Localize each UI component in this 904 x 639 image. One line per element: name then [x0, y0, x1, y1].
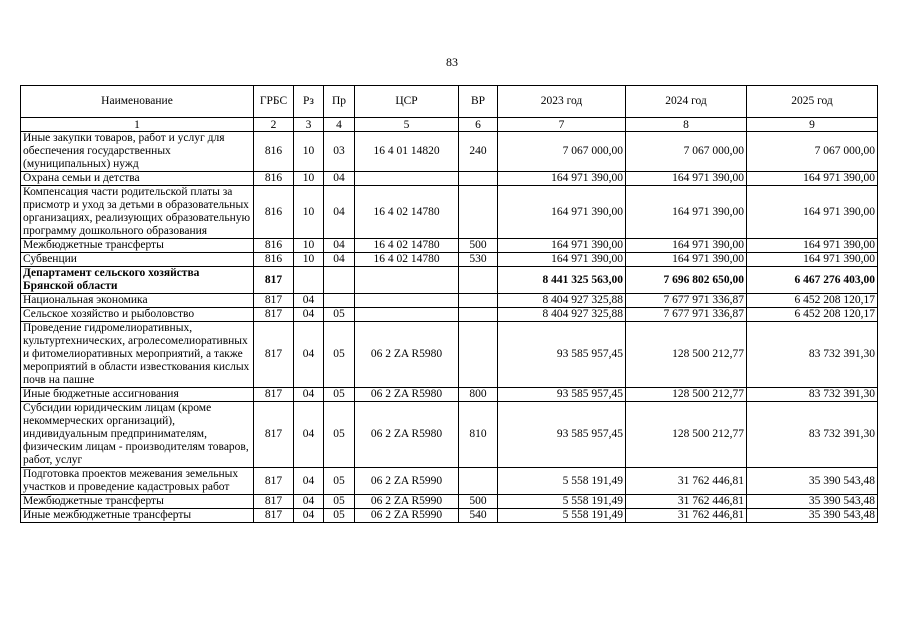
cell-csr [355, 294, 459, 308]
header-row [21, 86, 878, 118]
cell-2024: 164 971 390,00 [626, 239, 747, 253]
cell-grbs: 816 [254, 132, 294, 172]
header-vr: ВР [459, 86, 498, 118]
header-2025: 2025 год [747, 86, 878, 118]
cell-pr: 05 [324, 322, 355, 388]
cell-2025: 164 971 390,00 [747, 253, 878, 267]
cell-pr: 03 [324, 132, 355, 172]
cell-2023: 5 558 191,49 [498, 509, 626, 523]
cell-csr: 16 4 02 14780 [355, 253, 459, 267]
cell-csr: 16 4 01 14820 [355, 132, 459, 172]
cell-rz: 10 [294, 172, 324, 186]
cell-vr [459, 468, 498, 495]
cell-2024: 7 677 971 336,87 [626, 294, 747, 308]
cell-2023: 164 971 390,00 [498, 239, 626, 253]
cell-grbs: 817 [254, 509, 294, 523]
cell-vr [459, 294, 498, 308]
page-number: 83 [446, 55, 458, 69]
cell-2023: 93 585 957,45 [498, 402, 626, 468]
cell-rz: 04 [294, 388, 324, 402]
table-row [21, 294, 878, 308]
cell-vr: 800 [459, 388, 498, 402]
cell-2023: 5 558 191,49 [498, 468, 626, 495]
cell-grbs: 817 [254, 468, 294, 495]
cell-csr: 06 2 ZA R5980 [355, 322, 459, 388]
cell-2024: 128 500 212,77 [626, 402, 747, 468]
cell-pr: 05 [324, 388, 355, 402]
cell-name: Межбюджетные трансферты [21, 495, 254, 509]
cell-name: Проведение гидромелиоративных, культуртехнических, агролесомелиоративных и фитомелиоративных мероприятий, а также мероприятий в области известкования кислых почв на пашне [21, 322, 254, 388]
cell-name: Иные межбюджетные трансферты [21, 509, 254, 523]
cell-pr: 05 [324, 308, 355, 322]
cell-vr [459, 172, 498, 186]
cell-pr: 04 [324, 186, 355, 239]
cell-vr: 540 [459, 509, 498, 523]
cell-grbs: 816 [254, 172, 294, 186]
table-row [21, 186, 878, 239]
header-name: Наименование [21, 86, 254, 118]
cell-name: Сельское хозяйство и рыболовство [21, 308, 254, 322]
cell-name: Субсидии юридическим лицам (кроме некоммерческих организаций), индивидуальным предпринимателям, физическим лицам - производителям товаров, работ, услуг [21, 402, 254, 468]
cell-rz [294, 267, 324, 294]
cell-2024: 7 696 802 650,00 [626, 267, 747, 294]
cell-csr: 06 2 ZA R5990 [355, 509, 459, 523]
cell-grbs: 817 [254, 388, 294, 402]
cell-grbs: 817 [254, 402, 294, 468]
cell-csr: 16 4 02 14780 [355, 239, 459, 253]
cell-rz: 04 [294, 495, 324, 509]
cell-name: Субвенции [21, 253, 254, 267]
table-row [21, 308, 878, 322]
cell-rz: 04 [294, 308, 324, 322]
cell-grbs: 816 [254, 239, 294, 253]
cell-2024: 128 500 212,77 [626, 388, 747, 402]
cell-name: Подготовка проектов межевания земельных участков и проведение кадастровых работ [21, 468, 254, 495]
table-row [21, 172, 878, 186]
table-body [21, 132, 878, 523]
cell-csr: 06 2 ZA R5990 [355, 495, 459, 509]
column-number-row [21, 118, 878, 132]
cell-2025: 35 390 543,48 [747, 509, 878, 523]
cell-pr [324, 267, 355, 294]
cell-2025: 35 390 543,48 [747, 468, 878, 495]
cell-vr: 500 [459, 239, 498, 253]
table-row [21, 132, 878, 172]
cell-vr [459, 308, 498, 322]
column-number: 7 [498, 118, 626, 132]
cell-grbs: 816 [254, 253, 294, 267]
cell-2024: 31 762 446,81 [626, 509, 747, 523]
column-number: 5 [355, 118, 459, 132]
cell-rz: 10 [294, 186, 324, 239]
cell-pr: 05 [324, 495, 355, 509]
column-number: 2 [254, 118, 294, 132]
cell-name: Иные закупки товаров, работ и услуг для обеспечения государственных (муниципальных) нужд [21, 132, 254, 172]
cell-2023: 5 558 191,49 [498, 495, 626, 509]
cell-pr: 05 [324, 468, 355, 495]
cell-csr: 06 2 ZA R5980 [355, 402, 459, 468]
cell-grbs: 817 [254, 308, 294, 322]
cell-csr: 16 4 02 14780 [355, 186, 459, 239]
cell-vr [459, 186, 498, 239]
cell-pr: 04 [324, 253, 355, 267]
cell-2025: 7 067 000,00 [747, 132, 878, 172]
cell-2025: 83 732 391,30 [747, 402, 878, 468]
cell-grbs: 817 [254, 294, 294, 308]
column-number: 3 [294, 118, 324, 132]
cell-vr: 240 [459, 132, 498, 172]
cell-2024: 7 067 000,00 [626, 132, 747, 172]
cell-csr: 06 2 ZA R5990 [355, 468, 459, 495]
cell-vr: 810 [459, 402, 498, 468]
cell-csr [355, 308, 459, 322]
table-row [21, 468, 878, 495]
cell-2023: 93 585 957,45 [498, 322, 626, 388]
cell-2024: 128 500 212,77 [626, 322, 747, 388]
table-row [21, 267, 878, 294]
cell-2025: 164 971 390,00 [747, 186, 878, 239]
cell-2024: 164 971 390,00 [626, 186, 747, 239]
header-pr: Пр [324, 86, 355, 118]
cell-vr: 530 [459, 253, 498, 267]
cell-pr: 05 [324, 509, 355, 523]
cell-grbs: 817 [254, 495, 294, 509]
header-grbs: ГРБС [254, 86, 294, 118]
cell-rz: 10 [294, 239, 324, 253]
cell-name: Департамент сельского хозяйства Брянской области [21, 267, 254, 294]
column-number: 8 [626, 118, 747, 132]
cell-rz: 04 [294, 509, 324, 523]
table-row [21, 322, 878, 388]
cell-2023: 7 067 000,00 [498, 132, 626, 172]
cell-pr: 05 [324, 402, 355, 468]
cell-grbs: 816 [254, 186, 294, 239]
cell-2025: 164 971 390,00 [747, 239, 878, 253]
cell-rz: 04 [294, 322, 324, 388]
column-number: 9 [747, 118, 878, 132]
column-number: 4 [324, 118, 355, 132]
cell-vr: 500 [459, 495, 498, 509]
header-2023: 2023 год [498, 86, 626, 118]
table-row [21, 253, 878, 267]
cell-pr: 04 [324, 172, 355, 186]
cell-2025: 35 390 543,48 [747, 495, 878, 509]
cell-2024: 164 971 390,00 [626, 172, 747, 186]
cell-2023: 164 971 390,00 [498, 186, 626, 239]
cell-csr [355, 172, 459, 186]
cell-2024: 164 971 390,00 [626, 253, 747, 267]
cell-rz: 10 [294, 132, 324, 172]
budget-table [20, 85, 878, 523]
cell-vr [459, 322, 498, 388]
cell-2023: 93 585 957,45 [498, 388, 626, 402]
cell-2024: 31 762 446,81 [626, 495, 747, 509]
cell-2023: 8 404 927 325,88 [498, 294, 626, 308]
cell-rz: 04 [294, 402, 324, 468]
cell-2024: 31 762 446,81 [626, 468, 747, 495]
cell-csr: 06 2 ZA R5980 [355, 388, 459, 402]
cell-pr: 04 [324, 239, 355, 253]
cell-2024: 7 677 971 336,87 [626, 308, 747, 322]
header-csr: ЦСР [355, 86, 459, 118]
header-2024: 2024 год [626, 86, 747, 118]
cell-2023: 8 404 927 325,88 [498, 308, 626, 322]
table-row [21, 388, 878, 402]
cell-2023: 8 441 325 563,00 [498, 267, 626, 294]
cell-name: Иные бюджетные ассигнования [21, 388, 254, 402]
header-rz: Рз [294, 86, 324, 118]
cell-rz: 10 [294, 253, 324, 267]
cell-2025: 6 452 208 120,17 [747, 308, 878, 322]
cell-2023: 164 971 390,00 [498, 253, 626, 267]
column-number: 6 [459, 118, 498, 132]
table-row [21, 509, 878, 523]
cell-2025: 6 467 276 403,00 [747, 267, 878, 294]
table-row [21, 239, 878, 253]
cell-name: Национальная экономика [21, 294, 254, 308]
table-row [21, 495, 878, 509]
cell-2025: 83 732 391,30 [747, 322, 878, 388]
cell-2023: 164 971 390,00 [498, 172, 626, 186]
cell-grbs: 817 [254, 267, 294, 294]
cell-2025: 6 452 208 120,17 [747, 294, 878, 308]
table-row [21, 402, 878, 468]
cell-grbs: 817 [254, 322, 294, 388]
cell-vr [459, 267, 498, 294]
column-number: 1 [21, 118, 254, 132]
cell-csr [355, 267, 459, 294]
cell-name: Компенсация части родительской платы за присмотр и уход за детьми в образовательных организациях, реализующих образовательную программу дошкольного образования [21, 186, 254, 239]
cell-2025: 164 971 390,00 [747, 172, 878, 186]
cell-name: Охрана семьи и детства [21, 172, 254, 186]
cell-name: Межбюджетные трансферты [21, 239, 254, 253]
cell-rz: 04 [294, 468, 324, 495]
cell-rz: 04 [294, 294, 324, 308]
cell-pr [324, 294, 355, 308]
cell-2025: 83 732 391,30 [747, 388, 878, 402]
